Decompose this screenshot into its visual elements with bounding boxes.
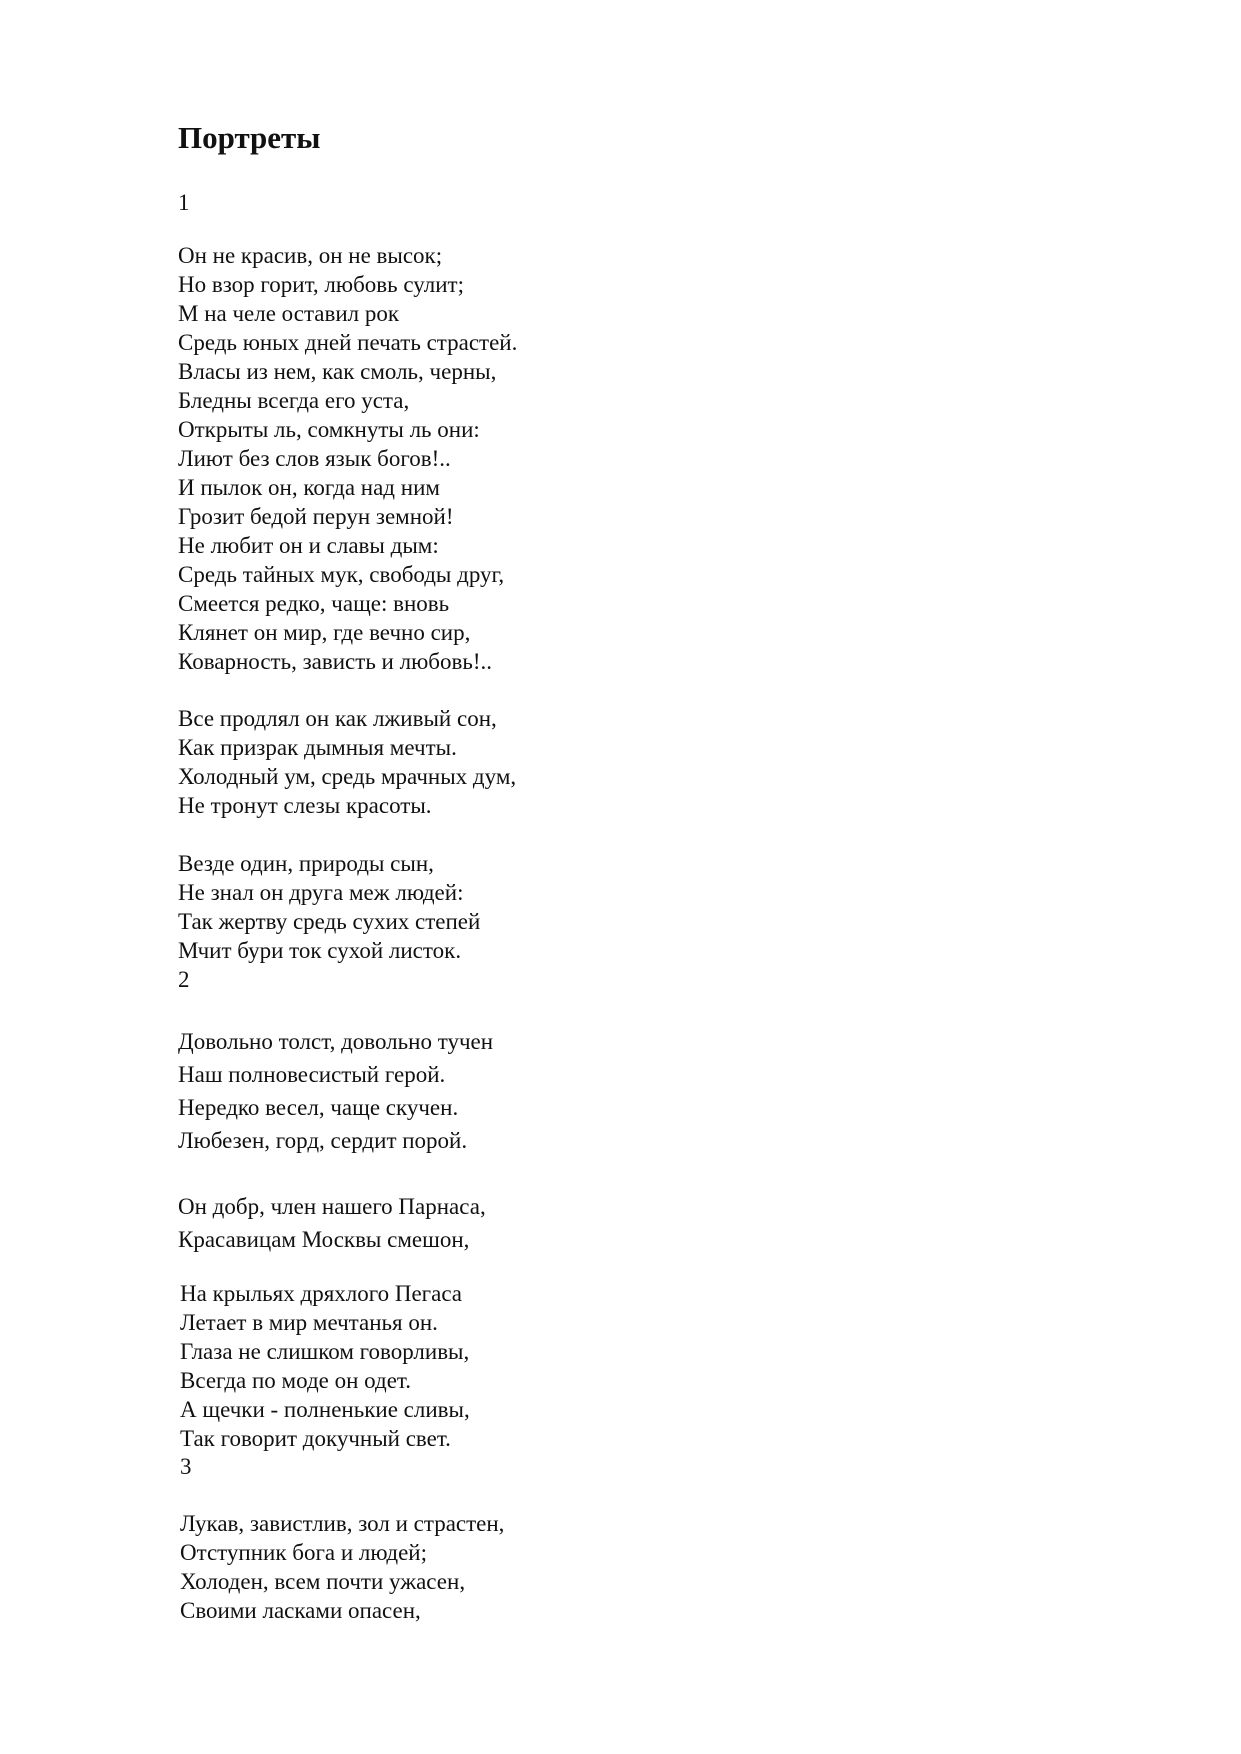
poem-line: Глаза не слишком говорливы, xyxy=(180,1339,470,1364)
poem-line: Коварность, зависть и любовь!.. xyxy=(178,649,492,674)
poem-line: Любезен, горд, сердит порой. xyxy=(178,1128,468,1153)
poem-line: Холоден, всем почти ужасен, xyxy=(180,1569,466,1594)
poem-line: Нередко весел, чаще скучен. xyxy=(178,1095,459,1120)
section1-stanza2 xyxy=(178,704,516,820)
poem-line: Открыты ль, сомкнуты ль они: xyxy=(178,417,480,442)
page-title: Портреты xyxy=(178,120,321,155)
poem-line: Средь тайных мук, свободы друг, xyxy=(178,562,505,587)
poem-line: Лукав, завистлив, зол и страстен, xyxy=(180,1511,505,1536)
poem-line: Бледны всегда его уста, xyxy=(178,388,410,413)
poem-line: Грозит бедой перун земной! xyxy=(178,504,454,529)
poem-line: Средь юных дней печать страстей. xyxy=(178,330,518,355)
section1-stanza3 xyxy=(178,849,480,965)
poem-line: Летает в мир мечтанья он. xyxy=(180,1310,438,1335)
section-number-1: 1 xyxy=(178,190,190,215)
poem-line: Но взор горит, любовь сулит; xyxy=(178,272,464,297)
poem-line: Наш полновесистый герой. xyxy=(178,1062,446,1087)
poem-line: Не знал он друга меж людей: xyxy=(178,880,464,905)
poem-line: Власы из нем, как смоль, черны, xyxy=(178,359,497,384)
poem-line: М на челе оставил рок xyxy=(178,301,400,326)
poem-line: Лиют без слов язык богов!.. xyxy=(178,446,451,471)
poem-line: Не тронут слезы красоты. xyxy=(178,793,432,818)
poem-line: Смеется редко, чаще: вновь xyxy=(178,591,450,616)
section1-stanza1 xyxy=(178,241,517,676)
poem-line: Везде один, природы сын, xyxy=(178,851,434,876)
poem-line: Все продлял он как лживый сон, xyxy=(178,706,497,731)
section2-stanza2 xyxy=(178,1190,486,1256)
section-number-2: 2 xyxy=(178,967,190,992)
section2-stanza1 xyxy=(178,1025,493,1157)
poem-line: Мчит бури ток сухой листок. xyxy=(178,938,462,963)
poem-line: Красавицам Москвы смешон, xyxy=(178,1227,470,1252)
poem-line: И пылок он, когда над ним xyxy=(178,475,440,500)
poem-line: Так говорит докучный свет. xyxy=(180,1426,451,1451)
poem-line: Своими ласками опасен, xyxy=(180,1598,421,1623)
poem-line: Холодный ум, средь мрачных дум, xyxy=(178,764,517,789)
poem-line: А щечки - полненькие сливы, xyxy=(180,1397,470,1422)
poem-line: Отступник бога и людей; xyxy=(180,1540,428,1565)
section3-stanza1 xyxy=(180,1509,504,1625)
poem-line: Так жертву средь сухих степей xyxy=(178,909,481,934)
poem-line: Не любит он и славы дым: xyxy=(178,533,439,558)
section2-stanza3 xyxy=(180,1279,470,1453)
poem-line: Как призрак дымныя мечты. xyxy=(178,735,457,760)
section-number-3: 3 xyxy=(180,1454,192,1479)
poem-line: На крыльях дряхлого Пегаса xyxy=(180,1281,463,1306)
poem-line: Он добр, член нашего Парнаса, xyxy=(178,1194,486,1219)
poem-line: Он не красив, он не высок; xyxy=(178,243,443,268)
poem-line: Клянет он мир, где вечно сир, xyxy=(178,620,471,645)
poem-line: Всегда по моде он одет. xyxy=(180,1368,411,1393)
poem-line: Довольно толст, довольно тучен xyxy=(178,1029,494,1054)
